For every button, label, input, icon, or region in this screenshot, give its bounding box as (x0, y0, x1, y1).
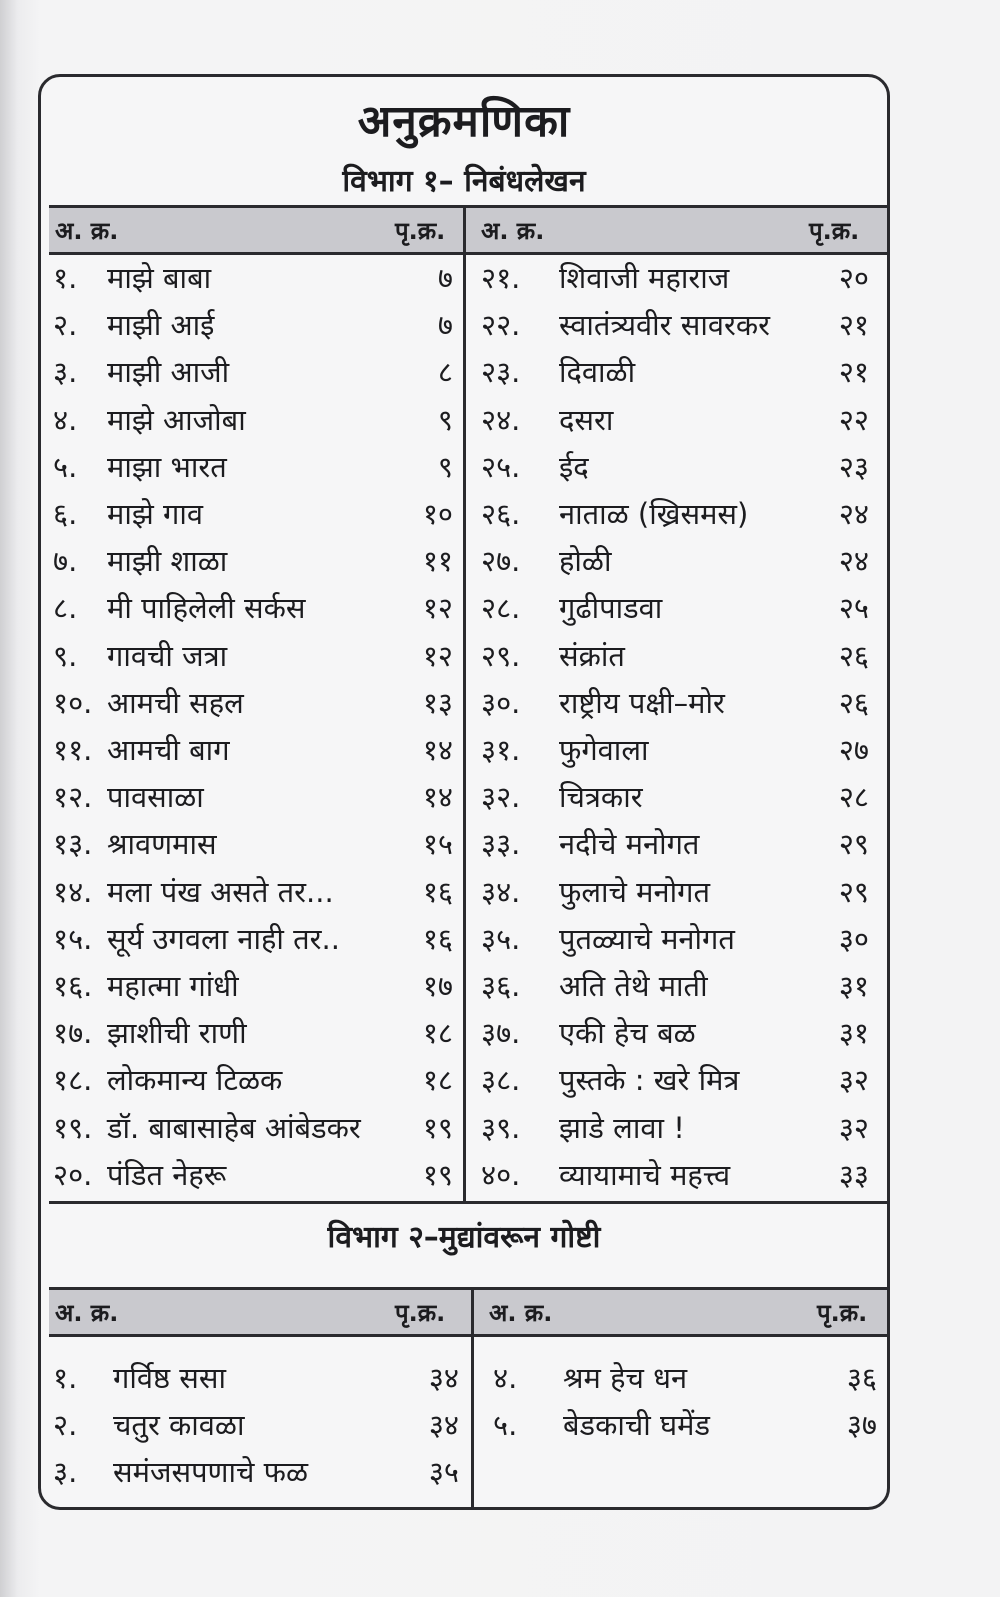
entry-page: १७ (422, 969, 453, 1003)
index-row (481, 821, 869, 868)
index-row (53, 916, 453, 963)
index-row (481, 538, 869, 585)
entry-page: ३३ (838, 1157, 869, 1192)
entry-title: होळी (559, 544, 612, 579)
entry-page: २४ (838, 497, 869, 531)
section2-divider (471, 1287, 474, 1509)
entry-page: १९ (422, 1157, 453, 1192)
section1-header (49, 205, 887, 255)
index-row (481, 255, 869, 302)
entry-number: १५. (53, 921, 93, 956)
entry-number: २०. (53, 1157, 93, 1192)
entry-number: १८. (53, 1063, 93, 1098)
entry-number: ६. (53, 497, 78, 531)
entry-number: १९. (53, 1110, 93, 1145)
entry-page: १६ (422, 921, 453, 956)
index-row (53, 585, 453, 632)
section2-title: विभाग २–मुद्यांवरून गोष्टी (327, 1220, 601, 1255)
entry-page: १० (422, 497, 453, 531)
entry-page: २६ (838, 685, 869, 720)
index-row (53, 1402, 459, 1449)
entry-title: फुगेवाला (559, 733, 649, 767)
entry-number: १०. (53, 685, 93, 720)
entry-number: ३. (53, 1455, 78, 1489)
entry-number: १२. (53, 780, 93, 815)
index-row (53, 774, 453, 821)
entry-page: २८ (838, 780, 869, 815)
header-no-right: अ. क्र. (489, 1299, 553, 1327)
entry-title: माझी आजी (107, 355, 230, 390)
entry-page: २१ (838, 355, 869, 390)
entry-title: व्यायामाचे महत्त्व (559, 1157, 731, 1192)
entry-page: ३६ (846, 1361, 877, 1395)
section2-header (49, 1287, 887, 1337)
entry-title: माझा भारत (107, 449, 227, 484)
entry-number: ८. (53, 591, 78, 626)
index-row (53, 397, 453, 444)
entry-number: १६. (53, 969, 93, 1003)
index-row (481, 680, 869, 727)
entry-page: २९ (838, 874, 869, 909)
entry-page: २३ (838, 449, 869, 484)
entry-title: सूर्य उगवला नाही तर.. (107, 921, 340, 956)
entry-page: ३४ (428, 1408, 459, 1442)
entry-page: २९ (838, 827, 869, 862)
entry-title: स्वातंत्र्यवीर सावरकर (559, 308, 770, 343)
entry-number: १. (53, 261, 78, 295)
section2-top-rule (49, 1201, 887, 1204)
index-row (481, 869, 869, 916)
index-row (481, 349, 869, 396)
entry-number: ४. (53, 402, 78, 437)
entry-page: १६ (422, 874, 453, 909)
entry-number: २६. (481, 497, 521, 531)
entry-title: माझी शाळा (107, 544, 228, 579)
index-row (481, 963, 869, 1010)
entry-number: ११. (53, 733, 93, 767)
index-row (481, 1152, 869, 1199)
index-row (481, 633, 869, 680)
page-title: अनुक्रमणिका (357, 96, 571, 147)
entry-title: चतुर कावळा (113, 1408, 245, 1442)
entry-title: माझे बाबा (107, 261, 212, 295)
entry-title: दसरा (559, 402, 614, 437)
entry-page: १२ (422, 591, 453, 626)
entry-number: ४०. (481, 1157, 521, 1192)
entry-page: १२ (422, 638, 453, 673)
index-row (53, 727, 453, 774)
entry-page: ७ (437, 308, 453, 343)
entry-number: २४. (481, 402, 521, 437)
entry-page: ९ (437, 402, 453, 437)
entry-page: ८ (437, 355, 453, 390)
entry-number: २१. (481, 261, 521, 295)
entry-number: १४. (53, 874, 93, 909)
entry-page: १४ (422, 780, 453, 815)
index-row (481, 585, 869, 632)
entry-number: ९. (53, 638, 78, 673)
entry-number: १. (53, 1361, 78, 1395)
entry-title: गावची जत्रा (107, 638, 228, 673)
index-row (53, 1105, 453, 1152)
index-row (53, 444, 453, 491)
index-row (53, 633, 453, 680)
entry-title: फुलाचे मनोगत (559, 874, 710, 909)
index-frame (38, 74, 890, 1510)
entry-title: पंडित नेहरू (107, 1157, 227, 1192)
entry-page: २० (838, 261, 869, 295)
entry-title: नदीचे मनोगत (559, 827, 700, 862)
index-row (481, 727, 869, 774)
entry-page: ३५ (428, 1455, 459, 1489)
entry-number: २२. (481, 308, 521, 343)
entry-title: लोकमान्य टिळक (107, 1063, 283, 1098)
index-row (493, 1355, 877, 1402)
entry-page: ३२ (838, 1063, 869, 1098)
entry-page: २७ (838, 733, 869, 767)
entry-number: २९. (481, 638, 521, 673)
entry-number: २. (53, 308, 78, 343)
entry-page: २४ (838, 544, 869, 579)
entry-title: मला पंख असते तर... (107, 874, 334, 909)
entry-number: १७. (53, 1016, 93, 1051)
index-row (53, 349, 453, 396)
header-page-left: पृ.क्र. (395, 1299, 446, 1327)
entry-title: झाडे लावा ! (559, 1110, 685, 1145)
entry-page: २५ (838, 591, 869, 626)
index-row (481, 1010, 869, 1057)
entry-page: २६ (838, 638, 869, 673)
entry-title: माझी आई (107, 308, 215, 343)
index-row (53, 1010, 453, 1057)
entry-title: मी पाहिलेली सर्कस (107, 591, 306, 626)
entry-page: १९ (422, 1110, 453, 1145)
index-row (493, 1402, 877, 1449)
entry-title: एकी हेच बळ (559, 1016, 696, 1051)
entry-title: चित्रकार (559, 780, 643, 815)
index-row (481, 491, 869, 538)
header-no-left: अ. क्र. (55, 217, 119, 245)
entry-number: ३२. (481, 780, 521, 815)
entry-title: श्रावणमास (107, 827, 217, 862)
header-no-left: अ. क्र. (55, 1299, 119, 1327)
entry-number: ३. (53, 355, 78, 390)
entry-number: ३०. (481, 685, 521, 720)
entry-number: ३३. (481, 827, 521, 862)
entry-page: ३७ (846, 1408, 877, 1442)
entry-page: ३१ (838, 1016, 869, 1051)
index-row (53, 680, 453, 727)
entry-title: शिवाजी महाराज (559, 261, 730, 295)
entry-page: २१ (838, 308, 869, 343)
entry-title: पुतळ्याचे मनोगत (559, 921, 735, 956)
entry-number: ५. (493, 1408, 518, 1442)
index-row (53, 538, 453, 585)
entry-title: आमची बाग (107, 733, 230, 767)
entry-title: गर्विष्ठ ससा (113, 1361, 226, 1395)
entry-page: ७ (437, 261, 453, 295)
entry-title: महात्मा गांधी (107, 969, 239, 1003)
entry-title: गुढीपाडवा (559, 591, 663, 626)
entry-number: ५. (53, 449, 78, 484)
entry-number: ३१. (481, 733, 521, 767)
header-page-left: पृ.क्र. (395, 217, 446, 245)
entry-number: २. (53, 1408, 78, 1442)
entry-page: १५ (422, 827, 453, 862)
entry-title: पुस्तके : खरे मित्र (559, 1063, 740, 1098)
index-row (53, 302, 453, 349)
entry-title: समंजसपणाचे फळ (113, 1455, 309, 1489)
index-row (53, 821, 453, 868)
index-row (481, 774, 869, 821)
entry-page: ३२ (838, 1110, 869, 1145)
entry-title: आमची सहल (107, 685, 244, 720)
index-row (53, 1057, 453, 1104)
section1-divider (463, 205, 466, 1201)
entry-title: बेडकाची घमेंड (563, 1408, 710, 1442)
index-row (53, 491, 453, 538)
entry-page: ३१ (838, 969, 869, 1003)
entry-title: राष्ट्रीय पक्षी–मोर (559, 685, 725, 720)
entry-page: १३ (422, 685, 453, 720)
index-row (53, 1355, 459, 1402)
entry-title: संक्रांत (559, 638, 625, 673)
entry-number: २३. (481, 355, 521, 390)
index-row (481, 1105, 869, 1152)
entry-number: ३६. (481, 969, 521, 1003)
header-no-right: अ. क्र. (481, 217, 545, 245)
entry-number: ३९. (481, 1110, 521, 1145)
entry-title: अति तेथे माती (559, 969, 708, 1003)
entry-number: ७. (53, 544, 78, 579)
entry-title: दिवाळी (559, 355, 636, 390)
entry-title: ईद (559, 449, 589, 484)
entry-page: १८ (422, 1016, 453, 1051)
index-row (481, 1057, 869, 1104)
entry-number: २८. (481, 591, 521, 626)
entry-page: १८ (422, 1063, 453, 1098)
entry-page: ३० (838, 921, 869, 956)
entry-page: ९ (437, 449, 453, 484)
entry-number: १३. (53, 827, 93, 862)
index-row (53, 1152, 453, 1199)
index-row (53, 869, 453, 916)
section1-title: विभाग १– निबंधलेखन (342, 164, 586, 199)
index-row (53, 255, 453, 302)
entry-title: पावसाळा (107, 780, 204, 815)
entry-number: २७. (481, 544, 521, 579)
index-row (481, 444, 869, 491)
index-row (53, 963, 453, 1010)
entry-page: ३४ (428, 1361, 459, 1395)
entry-number: ३४. (481, 874, 521, 909)
index-row (481, 916, 869, 963)
header-page-right: पृ.क्र. (817, 1299, 868, 1327)
entry-title: माझे गाव (107, 497, 203, 531)
entry-title: नाताळ (ख्रिसमस) (559, 497, 749, 531)
entry-number: ३७. (481, 1016, 521, 1051)
entry-number: ४. (493, 1361, 518, 1395)
index-row (481, 397, 869, 444)
index-row (481, 302, 869, 349)
entry-number: ३५. (481, 921, 521, 956)
entry-title: माझे आजोबा (107, 402, 246, 437)
entry-title: झाशीची राणी (107, 1016, 247, 1051)
entry-page: ११ (422, 544, 453, 579)
entry-page: २२ (838, 402, 869, 437)
entry-number: २५. (481, 449, 521, 484)
entry-number: ३८. (481, 1063, 521, 1098)
index-row (53, 1449, 459, 1496)
entry-title: डॉ. बाबासाहेब आंबेडकर (107, 1110, 361, 1145)
entry-page: १४ (422, 733, 453, 767)
header-page-right: पृ.क्र. (809, 217, 860, 245)
entry-title: श्रम हेच धन (563, 1361, 688, 1395)
